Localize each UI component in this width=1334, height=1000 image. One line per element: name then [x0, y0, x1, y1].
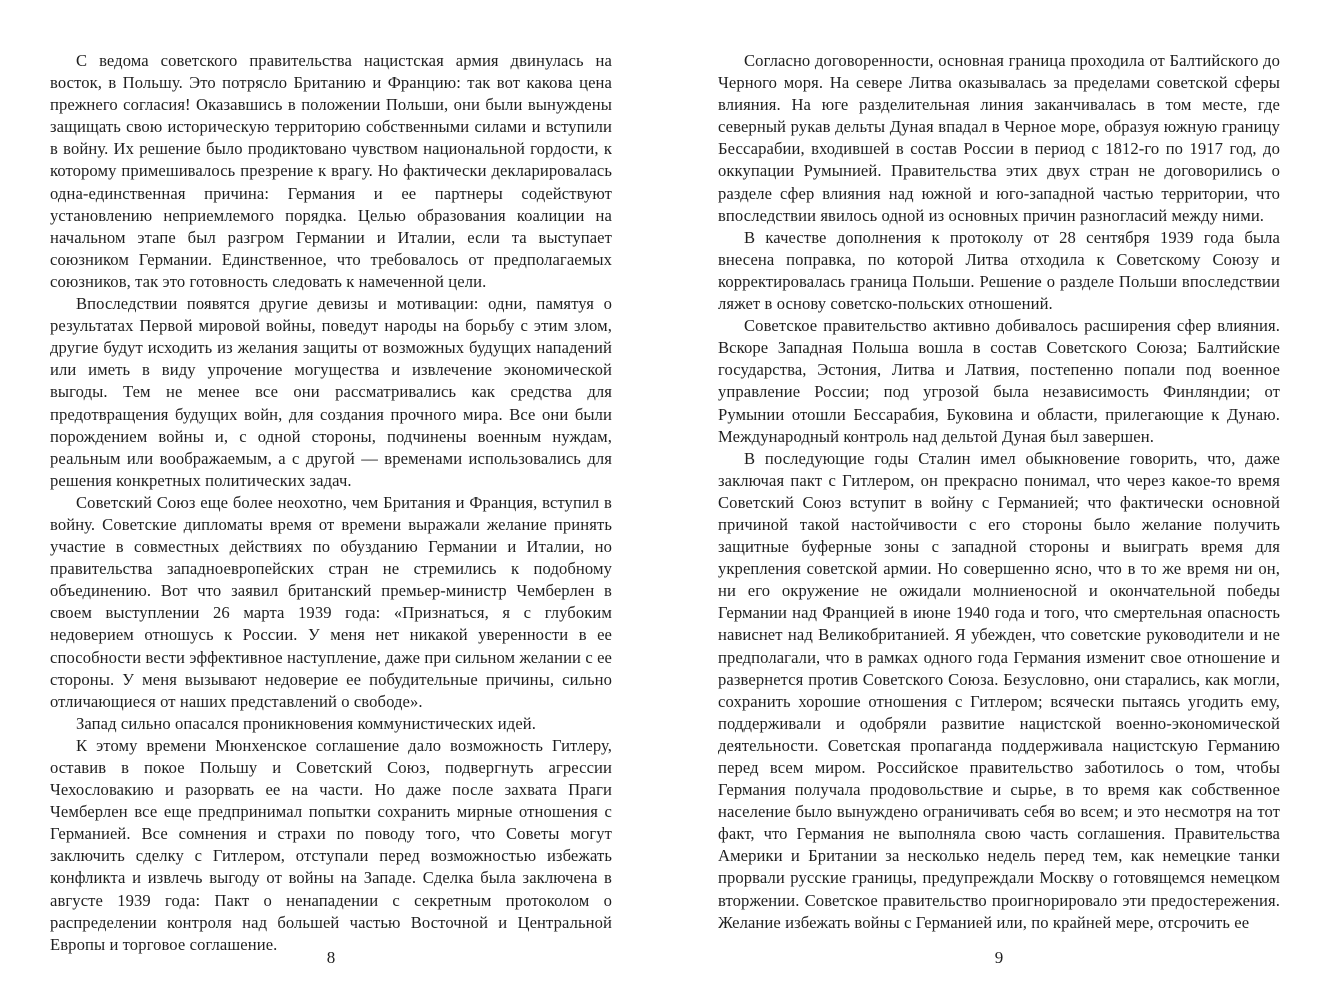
page-number-left: 8 [326, 948, 336, 967]
paragraph: В качестве дополнения к протоколу от 28 сентября 1939 года была внесена поправка, по которой Литва отходила к Советскому Союзу и корректировалась граница Польши. Решение о разделе Польши впоследствии ляжет в основу советско-польских отношений. [718, 227, 1280, 314]
right-page-text [718, 50, 1280, 934]
left-page [50, 50, 612, 956]
left-page-text [50, 50, 612, 956]
paragraph: В последующие годы Сталин имел обыкновение говорить, что, даже заключая пакт с Гитлером, он прекрасно понимал, что через какое-то время Советский Союз вступит в войну с Германией; что фактически основной причиной такой настойчивости с его стороны было желание получить защитные буферные зоны с западной стороны и выиграть время для укрепления советской армии. Но совершенно ясно, что в то же время ни он, ни его окружение не ожидали молниеносной и окончательной победы Германии над Францией в июне 1940 года и того, что смертельная опасность нависнет над Великобританией. Я убежден, что советские руководители и не предполагали, что в рамках одного года Германия изменит свое отношение и развернется против Советского Союза. Безусловно, они старались, как могли, сохранить хорошие отношения с Гитлером; всячески пытаясь угодить ему, поддерживали и одобряли развитие нацистской военно-экономической деятельности. Советская пропаганда поддерживала нацистскую Германию перед всем миром. Российское правительство заботилось о том, чтобы Германия получала продовольствие и сырье, в то время как собственное население было вынуждено ограничивать себя во всем; и это несмотря на тот факт, что Германия не выполняла свою часть соглашения. Правительства Америки и Британии за несколько недель перед тем, как немецкие танки прорвали русские границы, предупреждали Москву о готовящемся немецком вторжении. Советское правительство проигнорировало эти предостережения. Желание избежать войны с Германией или, по крайней мере, отсрочить ее [718, 448, 1280, 932]
paragraph: Советский Союз еще более неохотно, чем Британия и Франция, вступил в войну. Советские дипломаты время от времени выражали желание принять участие в совместных действиях по обузданию Германии и Италии, но правительства западноевропейских стран не стремились к подобному объединению. Вот что заявил британский премьер-министр Чемберлен в своем выступлении 26 марта 1939 года: «Признаться, я с глубоким недоверием отношусь к России. У меня нет никакой уверенности в ее способности вести эффективное наступление, даже при сильном желании с ее стороны. У меня вызывают недоверие ее побудительные причины, сильно отличающиеся от наших представлений о свободе». [50, 492, 612, 711]
right-page [718, 50, 1280, 934]
paragraph: К этому времени Мюнхенское соглашение дало возможность Гитлеру, оставив в покое Польшу и Советский Союз, подвергнуть агрессии Чехословакию и разорвать ее на части. Но даже после захвата Праги Чемберлен все еще предпринимал попытки сохранить мирные отношения с Германией. Все сомнения и страхи по поводу того, что Советы могут заключить сделку с Гитлером, отступали перед возможностью избежать конфликта и извлечь выгоду от войны на Западе. Сделка была заключена в августе 1939 года: Пакт о ненападении с секретным протоколом о распределении контроля над большей частью Восточной и Центральной Европы и торговое соглашение. [50, 735, 612, 954]
paragraph: Советское правительство активно добивалось расширения сфер влияния. Вскоре Западная Польша вошла в состав Советского Союза; Балтийские государства, Эстония, Литва и Латвия, постепенно попали под военное управление России; под угрозой была независимость Финляндии; от Румынии отошли Бессарабия, Буковина и области, прилегающие к Дунаю. Международный контроль над дельтой Дуная был завершен. [718, 316, 1280, 446]
paragraph: Согласно договоренности, основная граница проходила от Балтийского до Черного моря. На севере Литва оказывалась за пределами советской сферы влияния. На юге разделительная линия заканчивалась в том месте, где северный рукав дельты Дуная впадал в Черное море, образуя южную границу Бессарабии, входившей в состав России в период с 1812-го по 1917 год, до оккупации Румынией. Правительства этих двух стран не договорились о разделе сфер влияния над южной и юго-западной частью территории, что впоследствии явилось одной из основных причин разногласий между ними. [718, 51, 1280, 225]
page-number-right: 9 [994, 948, 1004, 967]
paragraph: Запад сильно опасался проникновения коммунистических идей. [76, 713, 537, 733]
paragraph: Впоследствии появятся другие девизы и мотивации: одни, памятуя о результатах Первой мировой войны, поведут народы на борьбу с этим злом, другие будут исходить из желания защиты от возможных будущих нападений или иметь в виду упрочение могущества и извлечение экономической выгоды. Тем не менее все они рассматривались как средства для предотвращения будущих войн, для создания прочного мира. Все они были порождением войны и, с одной стороны, подчинены военным нуждам, реальным или воображаемым, а с другой — временами использовались для решения конкретных политических задач. [50, 294, 612, 490]
paragraph: С ведома советского правительства нацистская армия двинулась на восток, в Польшу. Это потрясло Британию и Францию: так вот какова цена прежнего согласия! Оказавшись в положении Польши, они были вынуждены защищать свою историческую территорию собственными силами и вступили в войну. Их решение было продиктовано чувством национальной гордости, к которому примешивалось презрение к врагу. Но фактически декларировалась одна-единственная причина: Германия и ее партнеры содействуют установлению неприемлемого порядка. Целью образования коалиции на начальном этапе был разгром Германии и Италии, если та выступает союзником Германии. Единственное, что требовалось от предполагаемых союзников, так это готовность следовать к намеченной цели. [50, 51, 612, 291]
